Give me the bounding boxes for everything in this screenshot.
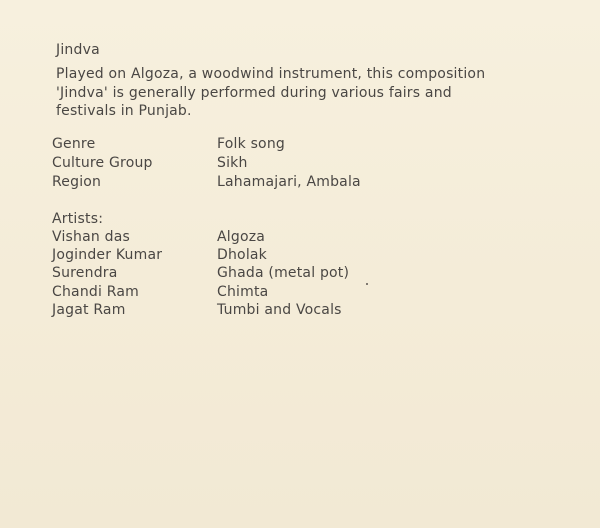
artist-row [0,229,600,247]
info-row-culture-group [0,155,600,173]
artist-instrument: Chimta [217,284,269,300]
info-row-genre [0,136,600,154]
info-value: Lahamajari, Ambala [217,174,361,190]
artist-instrument: Tumbi and Vocals [217,302,342,318]
info-label: Region [52,174,102,190]
description-line: 'Jindva' is generally performed during various fairs and [56,85,452,101]
artist-name: Jagat Ram [52,302,126,318]
description-line: festivals in Punjab. [56,103,192,119]
ink-speck [366,283,368,285]
info-label: Culture Group [52,155,153,171]
artist-row [0,302,600,320]
info-value: Folk song [217,136,285,152]
description-line: Played on Algoza, a woodwind instrument, this composition [56,66,486,82]
artist-instrument: Ghada (metal pot) [217,265,350,281]
artist-name: Vishan das [52,229,130,245]
info-value: Sikh [217,155,248,171]
artist-name: Joginder Kumar [52,247,163,263]
artist-instrument: Algoza [217,229,266,245]
artist-row [0,247,600,265]
artists-heading: Artists: [52,211,104,227]
artist-row [0,265,600,283]
info-label: Genre [52,136,96,152]
artist-row [0,284,600,302]
artist-name: Surendra [52,265,118,281]
track-title: Jindva [56,42,100,58]
info-row-region [0,174,600,192]
artist-name: Chandi Ram [52,284,139,300]
artist-instrument: Dholak [217,247,267,263]
